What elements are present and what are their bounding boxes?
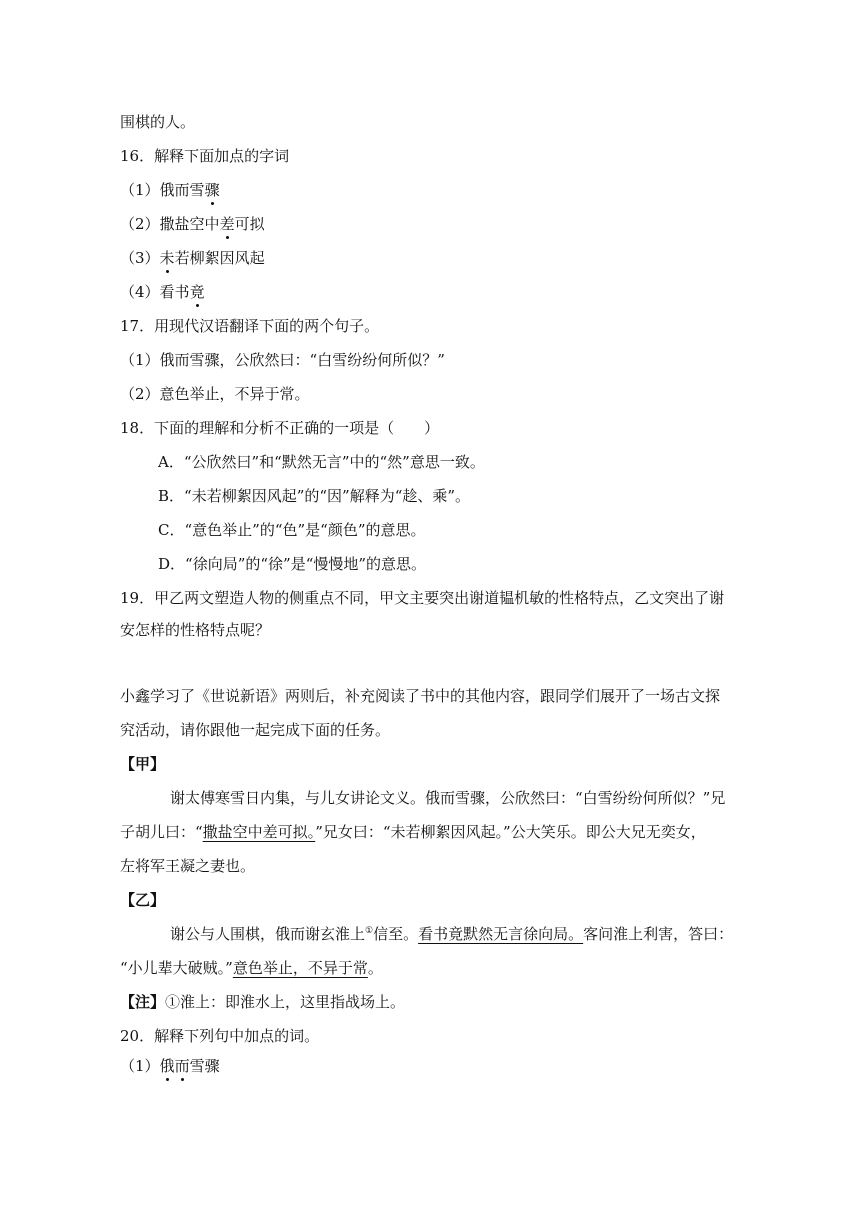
- dotted-char: 骤: [204, 181, 220, 199]
- q20-stem: 20．解释下列句中加点的词。: [120, 1027, 320, 1045]
- q16-item-4: （4）看书竟: [120, 283, 205, 301]
- q18-option-b: B．“未若柳絮因风起”的“因”解释为“趁、乘”。: [158, 487, 471, 505]
- q19-line-2: 安怎样的性格特点呢？: [120, 621, 271, 639]
- q19-line-1: 19．甲乙两文塑造人物的侧重点不同，甲文主要突出谢道韫机敏的性格特点，乙文突出了谢: [120, 589, 725, 607]
- continued-text: 围棋的人。: [120, 113, 196, 131]
- q20-item-1: （1）俄而雪骤: [120, 1057, 220, 1075]
- underlined-sentence: 看书竟默然无言徐向局。: [418, 925, 584, 943]
- footnote: 【注】①淮上：即淮水上，这里指战场上。: [120, 993, 406, 1011]
- passage-jia-line-1: 谢太傅寒雪日内集，与儿女讲论文义。俄而雪骤，公欣然曰：“白雪纷纷何所似？”兄: [170, 789, 726, 807]
- intro-line-2: 究活动，请你跟他一起完成下面的任务。: [120, 721, 391, 739]
- passage-jia-line-3: 左将军王凝之妻也。: [120, 857, 256, 875]
- q17-stem: 17．用现代汉语翻译下面的两个句子。: [120, 317, 380, 335]
- dotted-char: 俄: [159, 1057, 175, 1075]
- q18-option-a: A．“公欣然曰”和“默然无言”中的“然”意思一致。: [158, 453, 485, 471]
- passage-jia-label: 【甲】: [120, 755, 166, 773]
- footnote-marker: ①: [365, 926, 374, 936]
- q17-item-2: （2）意色举止，不异于常。: [120, 385, 310, 403]
- q18-stem: 18．下面的理解和分析不正确的一项是（ ）: [120, 419, 440, 437]
- q16-stem: 16．解释下面加点的字词: [120, 147, 290, 165]
- q17-item-1: （1）俄而雪骤，公欣然曰：“白雪纷纷何所似？”: [120, 351, 445, 369]
- underlined-sentence: 意色举止，不异于常: [232, 959, 368, 977]
- dotted-char: 而: [174, 1057, 190, 1075]
- underlined-sentence: 撒盐空中差可拟。: [202, 823, 316, 841]
- q18-option-d: D．“徐向局”的“徐”是“慢慢地”的意思。: [158, 555, 427, 573]
- passage-jia-line-2: 子胡儿曰：“撒盐空中差可拟。”兄女曰：“未若柳絮因风起。”公大笑乐。即公大兄无奕女，: [120, 823, 706, 841]
- dotted-char: 未: [159, 249, 175, 267]
- q18-option-c: C．“意色举止”的“色”是“颜色”的意思。: [158, 521, 426, 539]
- passage-yi-line-1: 谢公与人围棋，俄而谢玄淮上①信至。看书竟默然无言徐向局。客问淮上利害，答曰：: [170, 925, 734, 943]
- q16-item-3: （3）未若柳絮因风起: [120, 249, 265, 267]
- dotted-char: 竟: [189, 283, 205, 301]
- intro-line-1: 小鑫学习了《世说新语》两则后，补充阅读了书中的其他内容，跟同学们展开了一场古文探: [120, 687, 721, 705]
- q16-item-1: （1）俄而雪骤: [120, 181, 220, 199]
- passage-yi-line-2: “小儿辈大破贼。”意色举止，不异于常。: [120, 959, 383, 977]
- q16-item-2: （2）撒盐空中差可拟: [120, 215, 265, 233]
- passage-yi-label: 【乙】: [120, 891, 166, 909]
- dotted-char: 差: [219, 215, 235, 233]
